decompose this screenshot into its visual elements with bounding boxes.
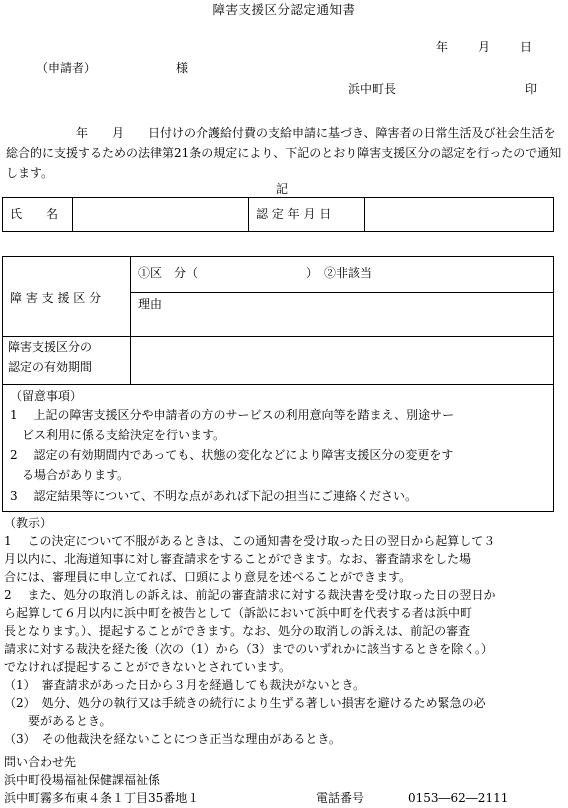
instruction-line: （1） 審査請求があった日から３月を経過しても裁決がないとき。 <box>4 678 366 692</box>
category-option[interactable]: ①区 分（ ） ②非該当 <box>138 266 373 280</box>
notes-heading: （留意事項） <box>10 389 83 403</box>
validity-label-line1: 障害支援区分の <box>8 340 93 354</box>
note-line: ビス利用に係る支給決定を行います。 <box>10 428 226 442</box>
note-line: 1 上記の障害支援区分や申請者の方のサービスの利用意向等を踏まえ、別途サー <box>10 408 455 422</box>
instruction-line: 1 この決定について不服があるときは、この通知書を受け取った日の翌日から起算して３ <box>4 534 496 548</box>
instruction-line: ら起算して６月以内に浜中町を被告として（訴訟において浜中町を代表する者は浜中町 <box>4 606 473 620</box>
issuer-name: 浜中町長 <box>348 82 397 96</box>
issue-date: 年 月 日 <box>436 40 535 54</box>
validity-label-line2: 認定の有効期間 <box>8 360 93 374</box>
contact-heading: 問い合わせ先 <box>4 755 77 769</box>
notice-paragraph: 年 月 日付けの介護給付費の支給申請に基づき、障害者の日常生活及び社会生活を総合的に支援するための法律第21条の規定により、下記のとおり障害支援区分の認定を行ったので通知します。 <box>6 126 562 180</box>
reason-label: 理由 <box>138 297 163 311</box>
table2-divider-notes <box>2 384 554 385</box>
contact-phone: 0153―62―2111 <box>408 791 509 805</box>
instruction-line: でなければ提起することができないとされています。 <box>4 660 292 674</box>
instruction-line: 月以内に、北海道知事に対し審査請求をすることができます。なお、審査請求をした場 <box>4 552 472 566</box>
seal-mark: 印 <box>525 82 538 96</box>
document-title: 障害支援区分認定通知書 <box>212 2 356 17</box>
instruction-line: 要があるとき。 <box>4 714 112 728</box>
table1-divider-3 <box>364 197 365 232</box>
table2-divider-reason <box>130 292 554 293</box>
honorific: 様 <box>176 61 189 75</box>
support-category-label: 障 害 支 援 区 分 <box>10 291 102 305</box>
contact-phone-label: 電話番号 <box>316 791 365 805</box>
instruction-line: 請求に対する裁決を経た後（次の（1）から（3）までのいずれかに該当するときを除く。） <box>4 642 494 656</box>
table2-divider-row <box>2 336 554 337</box>
instruction-line: 合には、審理員に申し立てれば、口頭により意見を述べることができます。 <box>4 570 412 584</box>
applicant-label: （申請者） <box>36 61 97 75</box>
note-line: 2 認定の有効期間内であっても、状態の変化などにより障害支援区分の変更をす <box>10 448 454 462</box>
contact-address: 浜中町霧多布東４条１丁目35番地１ <box>4 791 200 805</box>
name-label: 氏 名 <box>10 207 59 221</box>
instruction-line: （3） その他裁決を経ないことにつき正当な理由があるとき。 <box>4 732 341 746</box>
contact-office: 浜中町役場福祉保健課福祉係 <box>4 773 161 787</box>
instructions-heading: （教示） <box>4 516 53 530</box>
table1-divider-2 <box>248 197 249 232</box>
ki-label: 記 <box>276 182 289 196</box>
table1-divider-1 <box>72 197 73 232</box>
certification-date-label: 認 定 年 月 日 <box>256 207 332 221</box>
instruction-line: （2） 処分、処分の執行又は手続きの続行により生ずる著しい損害を避けるため緊急の必 <box>4 696 486 710</box>
instruction-line: 2 また、処分の取消しの訴えは、前記の審査請求に対する裁決書を受け取った日の翌日か <box>4 588 496 602</box>
table2-divider-vertical <box>130 256 131 384</box>
note-line: る場合があります。 <box>10 468 130 482</box>
note-line: 3 認定結果等について、不明な点があれば下記の担当にご連絡ください。 <box>10 489 417 503</box>
instruction-line: 長となります。）、提起することができます。なお、処分の取消しの訴えは、前記の審査 <box>4 624 471 638</box>
